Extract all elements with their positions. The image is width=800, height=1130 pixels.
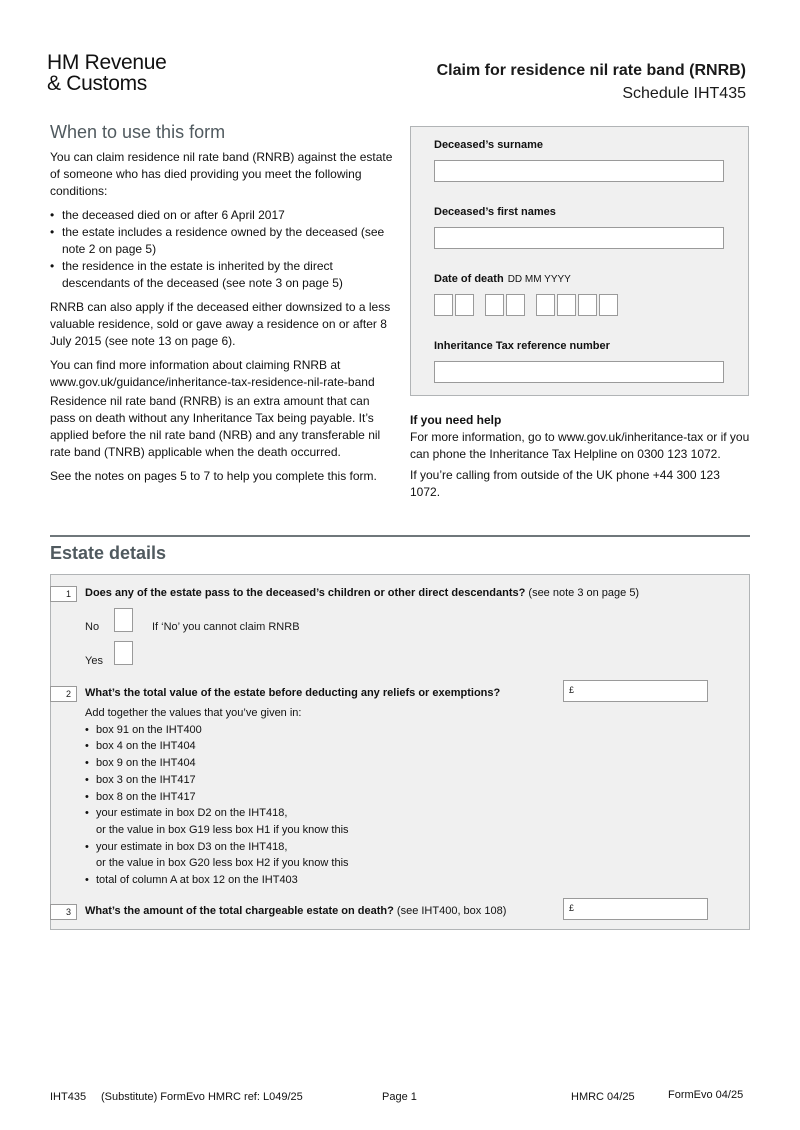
estate-details-heading: Estate details [50, 543, 167, 563]
date-year-digit-1[interactable] [536, 294, 555, 316]
date-of-death-label-text: Date of death [434, 273, 504, 285]
question-3-note: (see IHT400, box 108) [396, 905, 507, 917]
footer-page-number: Page 1 [382, 1091, 417, 1103]
option-no-note: If ‘No’ you cannot claim RNRB [152, 621, 300, 633]
date-day-digit-2[interactable] [455, 294, 474, 316]
question-2-guidance [85, 705, 349, 889]
currency-symbol: £ [569, 685, 575, 695]
option-no-label: No [85, 621, 100, 633]
section-divider [50, 535, 750, 537]
downsized-paragraph: RNRB can also apply if the deceased either downsized to a less valuable residence, sold or gave away a residence on or after 8 July 2015 (see note 13 on page 6). [50, 300, 391, 348]
box-list-item [85, 839, 349, 872]
when-heading: When to use this form [50, 122, 226, 142]
date-month-digit-1[interactable] [485, 294, 504, 316]
question-2-box-list [85, 722, 349, 889]
chargeable-estate-field[interactable] [563, 898, 708, 920]
box-list-item: • total of column A at box 12 on the IHT403 [85, 872, 349, 889]
box-list-item: • box 9 on the IHT404 [85, 755, 349, 772]
question-3 [85, 905, 506, 917]
question-2-text: What’s the total value of the estate before deducting any reliefs or exemptions? [85, 687, 501, 699]
condition-item: • the estate includes a residence owned by the deceased (see note 2 on page 5) [50, 224, 395, 258]
condition-item: • the residence in the estate is inherited by the direct descendants of the deceased (see note 3 on page 5) [50, 258, 395, 292]
footer-hmrc-date: HMRC 04/25 [571, 1091, 635, 1103]
date-day-digit-1[interactable] [434, 294, 453, 316]
date-year-digit-3[interactable] [578, 294, 597, 316]
box-list-item-text: • your estimate in box D2 on the IHT418, [96, 807, 288, 820]
question-1-text: Does any of the estate pass to the deceased’s children or other direct descendants? [85, 587, 526, 599]
more-info-paragraph: You can find more information about claiming RNRB at www.gov.uk/guidance/inheritance-tax-residence-nil-rate-band [50, 358, 375, 389]
total-value-field[interactable] [563, 680, 708, 702]
help-paragraph-1: For more information, go to www.gov.uk/inheritance-tax or if you can phone the Inheritance Tax Helpline on 0300 123 1072. [410, 430, 750, 461]
date-month-digit-2[interactable] [506, 294, 525, 316]
box-list-item: • box 8 on the IHT417 [85, 789, 349, 806]
iht-reference-label: Inheritance Tax reference number [434, 340, 610, 352]
date-of-death-label [434, 273, 571, 285]
logo-line-2: & Customs [47, 72, 147, 95]
date-year-digit-4[interactable] [599, 294, 618, 316]
date-format-hint: DD MM YYYY [507, 274, 571, 285]
conditions-list [50, 207, 395, 292]
question-number: 2 [50, 686, 77, 702]
box-list-item [85, 805, 349, 838]
date-year-digit-2[interactable] [557, 294, 576, 316]
form-title-block [437, 60, 746, 105]
when-intro: You can claim residence nil rate band (RNRB) against the estate of someone who has died providing you meet the following conditions: [50, 150, 393, 198]
help-section [410, 412, 750, 505]
box-list-item: • box 91 on the IHT400 [85, 722, 349, 739]
help-paragraph-2: If you’re calling from outside of the UK phone +44 300 123 1072. [410, 468, 720, 499]
option-yes-checkbox[interactable] [114, 641, 133, 665]
extra-amount-paragraph: Residence nil rate band (RNRB) is an extra amount that can pass on death without any Inheritance Tax being payable. It’s applied before the nil rate band (NRB) and any transferable nil rate band (TNRB) applicable when the death occurred. [50, 394, 381, 459]
question-1-note: (see note 3 on page 5) [528, 587, 640, 599]
question-3-text: What’s the amount of the total chargeable estate on death? [85, 905, 394, 917]
box-list-item: • box 4 on the IHT404 [85, 738, 349, 755]
box-list-item-continuation: or the value in box G19 less box H1 if you know this [96, 823, 349, 836]
logo-line-1: HM Revenue [47, 51, 167, 74]
condition-item: • the deceased died on or after 6 April 2017 [50, 207, 395, 224]
hmrc-logo [47, 52, 167, 94]
footer-form-id: IHT435 [50, 1091, 87, 1103]
box-list-item: • box 3 on the IHT417 [85, 772, 349, 789]
first-names-field[interactable] [434, 227, 724, 249]
first-names-label: Deceased’s first names [434, 206, 556, 218]
form-schedule: Schedule IHT435 [622, 85, 746, 102]
deceased-details-panel [410, 126, 749, 396]
form-title: Claim for residence nil rate band (RNRB) [436, 62, 746, 79]
footer-substitute-ref: (Substitute) FormEvo HMRC ref: L049/25 [101, 1091, 303, 1103]
currency-symbol: £ [569, 903, 575, 913]
estate-details-panel [50, 574, 750, 930]
question-2-instruction: Add together the values that you’ve given in: [85, 707, 302, 719]
iht-reference-field[interactable] [434, 361, 724, 383]
footer-formevo-date: FormEvo 04/25 [668, 1089, 744, 1101]
question-number: 3 [50, 904, 77, 920]
see-notes-paragraph: See the notes on pages 5 to 7 to help you complete this form. [50, 469, 377, 483]
when-to-use-text [50, 149, 395, 492]
box-list-item-text: • your estimate in box D3 on the IHT418, [96, 840, 288, 853]
question-1 [85, 587, 639, 599]
box-list-item-continuation: or the value in box G20 less box H2 if you know this [96, 857, 349, 870]
surname-field[interactable] [434, 160, 724, 182]
option-yes-label: Yes [85, 655, 103, 667]
help-heading: If you need help [410, 413, 502, 427]
question-number: 1 [50, 586, 77, 602]
option-no-checkbox[interactable] [114, 608, 133, 632]
surname-label: Deceased’s surname [434, 139, 544, 151]
question-2 [85, 687, 500, 699]
